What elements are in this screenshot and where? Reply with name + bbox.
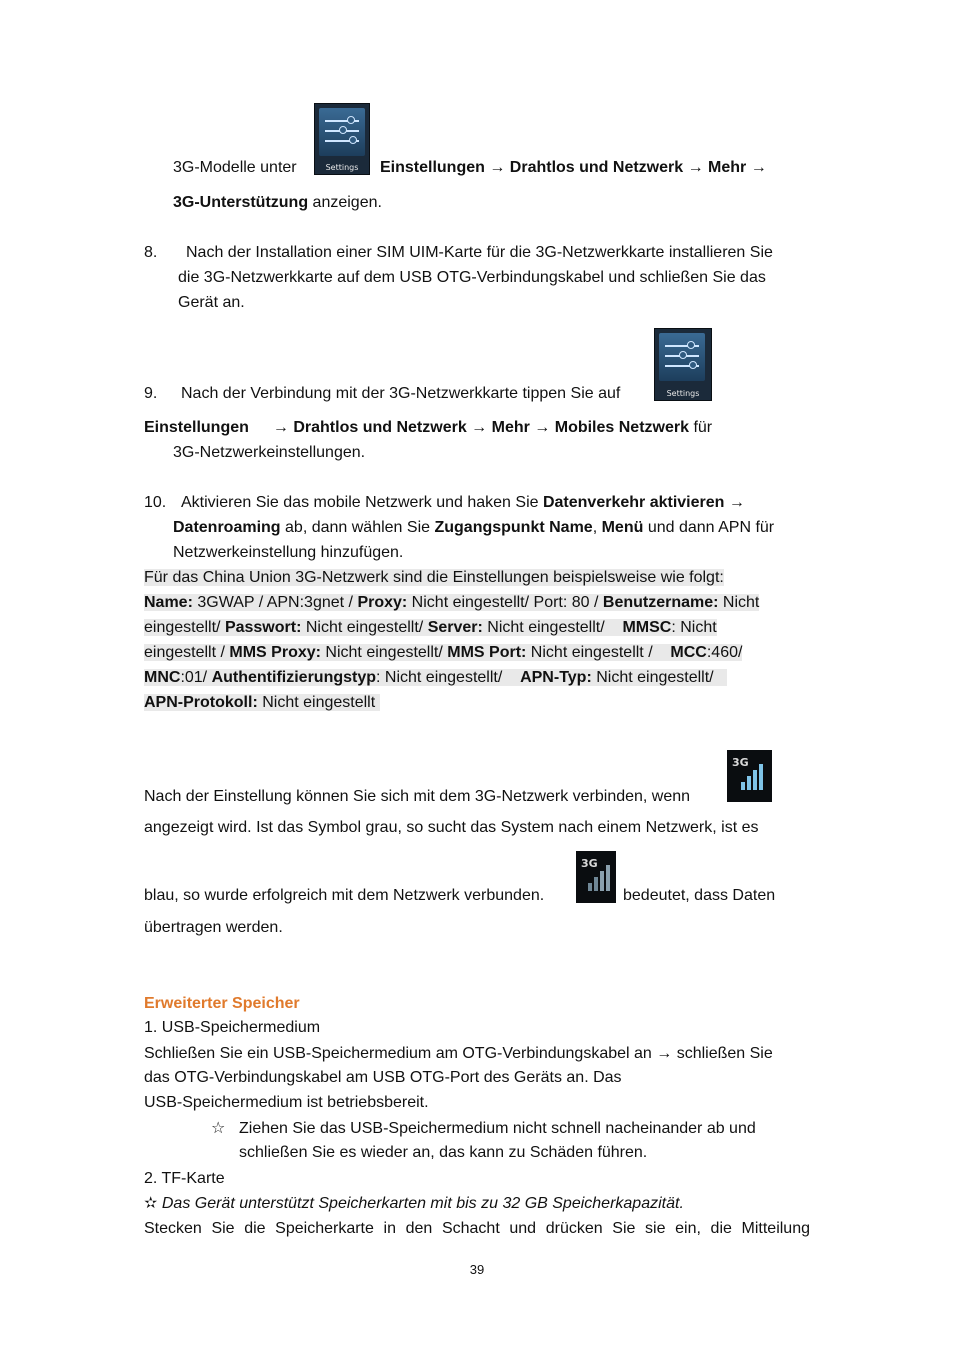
star-icon: ☆ bbox=[211, 1120, 226, 1137]
network-3g-icon bbox=[727, 750, 772, 802]
china-intro: Für das China Union 3G-Netzwerk sind die Einstellungen beispielsweise wie folgt: bbox=[144, 569, 724, 586]
step8-line3: Gerät an. bbox=[178, 294, 245, 311]
after-p4: übertragen werden. bbox=[144, 919, 283, 936]
storage-p3: USB-Speichermedium ist betriebsbereit. bbox=[144, 1094, 429, 1111]
settings-icon-caption: Settings bbox=[666, 389, 700, 398]
storage-note1: Ziehen Sie das USB-Speichermedium nicht schnell nacheinander ab und bbox=[239, 1120, 756, 1137]
storage-p2: das OTG-Verbindungskabel am USB OTG-Port des Geräts an. Das bbox=[144, 1069, 622, 1086]
china-row-5: APN-Protokoll: Nicht eingestellt bbox=[144, 694, 380, 711]
after-p2: angezeigt wird. Ist das Symbol grau, so sucht das System nach einem Netzwerk, ist es bbox=[144, 819, 759, 836]
china-row-2: eingestellt/ Passwort: Nicht eingestellt/ Server: Nicht eingestellt/ MMSC: Nicht bbox=[144, 619, 717, 636]
storage-item2: 2. TF-Karte bbox=[144, 1170, 225, 1187]
star-filled-icon: ✫ bbox=[144, 1195, 158, 1212]
network-3g-icon-label: 3G bbox=[732, 756, 749, 769]
step10-line2: Datenroaming ab, dann wählen Sie Zugangspunkt Name, Menü und dann APN für bbox=[173, 519, 775, 536]
china-row-1: Name: 3GWAP / APN:3gnet / Proxy: Nicht eingestellt/ Port: 80 / Benutzername: Nicht bbox=[144, 594, 760, 611]
after-p3b: bedeutet, dass Daten bbox=[623, 887, 776, 904]
step9-number: 9. bbox=[144, 385, 158, 402]
network-3g-data-icon-label: 3G bbox=[581, 857, 598, 870]
step10-number: 10. bbox=[144, 494, 167, 511]
settings-icon bbox=[314, 103, 370, 175]
china-row-3: eingestellt / MMS Proxy: Nicht eingestellt/ MMS Port: Nicht eingestellt / MCC:460/ bbox=[144, 644, 743, 661]
page-number: 39 bbox=[469, 1262, 485, 1277]
step8-number: 8. bbox=[144, 244, 158, 261]
intro-line2: 3G-Unterstützung anzeigen. bbox=[173, 194, 382, 211]
storage-heading: Erweiterter Speicher bbox=[144, 995, 300, 1012]
after-p1: Nach der Einstellung können Sie sich mit dem 3G-Netzwerk verbinden, wenn bbox=[144, 788, 691, 805]
step9-line3: 3G-Netzwerkeinstellungen. bbox=[173, 444, 366, 461]
step9-line2: Einstellungen → Drahtlos und Netzwerk → Mehr → Mobiles Netzwerk für bbox=[144, 419, 713, 436]
storage-italic-note: ✫ Das Gerät unterstützt Speicherkarten mit bis zu 32 GB Speicherkapazität. bbox=[144, 1195, 684, 1212]
step8-line2: die 3G-Netzwerkkarte auf dem USB OTG-Verbindungskabel und schließen Sie das bbox=[178, 269, 766, 286]
storage-p1: Schließen Sie ein USB-Speichermedium am OTG-Verbindungskabel an → schließen Sie bbox=[144, 1045, 773, 1062]
settings-icon bbox=[654, 328, 712, 401]
intro-prefix: 3G-Modelle unter bbox=[173, 159, 297, 176]
intro-path: Einstellungen → Drahtlos und Netzwerk → Mehr → bbox=[380, 159, 767, 176]
settings-icon-caption: Settings bbox=[325, 163, 359, 172]
step8-line1: Nach der Installation einer SIM UIM-Karte für die 3G-Netzwerkkarte installieren Sie bbox=[186, 244, 773, 261]
china-row-4: MNC:01/ Authentifizierungstyp: Nicht eingestellt/ APN-Typ: Nicht eingestellt/ bbox=[144, 669, 727, 686]
storage-note2: schließen Sie es wieder an, das kann zu Schäden führen. bbox=[239, 1144, 648, 1161]
storage-last: Stecken Sie die Speicherkarte in den Schacht und drücken Sie sie ein, die Mitteilung bbox=[144, 1220, 810, 1237]
step10-line3: Netzwerkeinstellung hinzufügen. bbox=[173, 544, 404, 561]
step10-line1: Aktivieren Sie das mobile Netzwerk und haken Sie Datenverkehr aktivieren → bbox=[181, 494, 745, 511]
after-p3a: blau, so wurde erfolgreich mit dem Netzwerk verbunden. bbox=[144, 887, 545, 904]
network-3g-data-icon bbox=[576, 851, 616, 903]
step9-line1: Nach der Verbindung mit der 3G-Netzwerkkarte tippen Sie auf bbox=[181, 385, 621, 402]
storage-item1: 1. USB-Speichermedium bbox=[144, 1019, 321, 1036]
